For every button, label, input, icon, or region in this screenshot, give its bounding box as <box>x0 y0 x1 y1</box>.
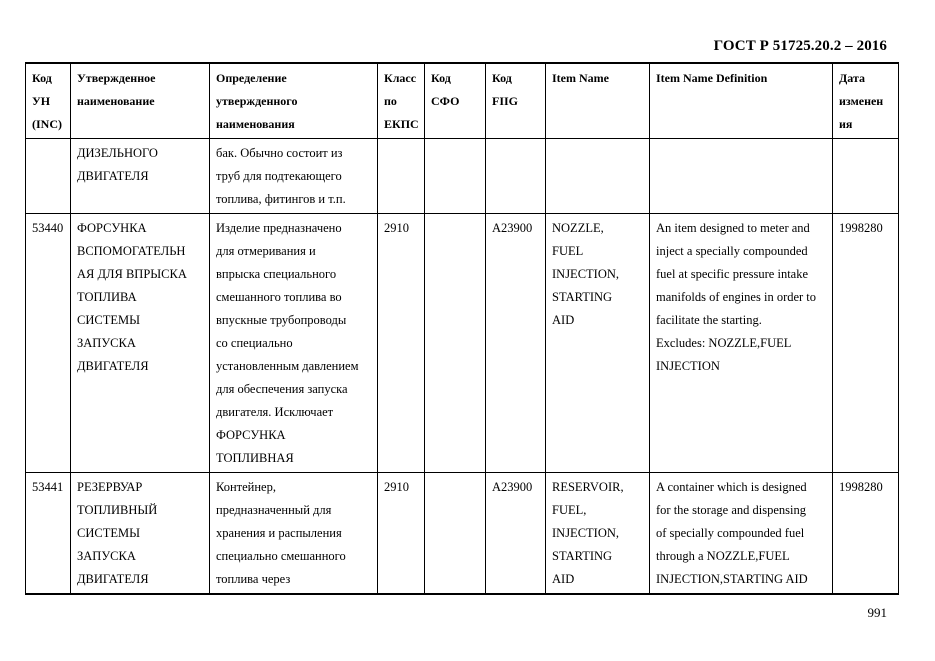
column-header: Код СФО <box>425 63 486 139</box>
cell-fiig <box>486 139 546 214</box>
table-header-row <box>26 63 899 139</box>
cell-date: 1998280 <box>833 473 899 595</box>
cell-sfo <box>425 139 486 214</box>
cell-date <box>833 139 899 214</box>
cell-item-name <box>546 139 650 214</box>
cell-inc <box>26 139 71 214</box>
cell-definition: Контейнер, предназначенный для хранения и распыления специально смешанного топлива через <box>210 473 378 595</box>
column-header: Класс по ЕКПС <box>378 63 425 139</box>
cell-inc: 53441 <box>26 473 71 595</box>
column-header: Дата изменен ия <box>833 63 899 139</box>
cell-ekps: 2910 <box>378 214 425 473</box>
document-standard-header: ГОСТ Р 51725.20.2 – 2016 <box>713 38 887 54</box>
cell-name: ДИЗЕЛЬНОГО ДВИГАТЕЛЯ <box>71 139 210 214</box>
column-header: Определение утвержденного наименования <box>210 63 378 139</box>
cell-item-definition: An item designed to meter and inject a specially compounded fuel at specific pressure intake manifolds of engines in order to facilitate the starting. Excludes: NOZZLE,FUEL INJECTION <box>650 214 833 473</box>
cell-sfo <box>425 473 486 595</box>
cell-item-name: RESERVOIR, FUEL, INJECTION, STARTING AID <box>546 473 650 595</box>
column-header: Код УН (INC) <box>26 63 71 139</box>
cell-name: РЕЗЕРВУАР ТОПЛИВНЫЙ СИСТЕМЫ ЗАПУСКА ДВИГАТЕЛЯ <box>71 473 210 595</box>
cell-definition: Изделие предназначено для отмеривания и впрыска специального смешанного топлива во впускные трубопроводы со специально установленным давлением для обеспечения запуска двигателя. Исключает ФОРСУНКА ТОПЛИВНАЯ <box>210 214 378 473</box>
cell-fiig: A23900 <box>486 473 546 595</box>
column-header: Код FIIG <box>486 63 546 139</box>
cell-name: ФОРСУНКА ВСПОМОГАТЕЛЬН АЯ ДЛЯ ВПРЫСКА ТОПЛИВА СИСТЕМЫ ЗАПУСКА ДВИГАТЕЛЯ <box>71 214 210 473</box>
cell-date: 1998280 <box>833 214 899 473</box>
page-number: 991 <box>867 605 887 620</box>
cell-ekps <box>378 139 425 214</box>
table-row <box>26 214 899 473</box>
cell-item-definition: A container which is designed for the storage and dispensing of specially compounded fuel through a NOZZLE,FUEL INJECTION,STARTING AID <box>650 473 833 595</box>
cell-sfo <box>425 214 486 473</box>
cell-item-name: NOZZLE, FUEL INJECTION, STARTING AID <box>546 214 650 473</box>
column-header: Утвержденное наименование <box>71 63 210 139</box>
cell-fiig: A23900 <box>486 214 546 473</box>
column-header: Item Name <box>546 63 650 139</box>
cell-ekps: 2910 <box>378 473 425 595</box>
cell-inc: 53440 <box>26 214 71 473</box>
cell-definition: бак. Обычно состоит из труб для подтекающего топлива, фитингов и т.п. <box>210 139 378 214</box>
catalog-table <box>25 62 899 595</box>
column-header: Item Name Definition <box>650 63 833 139</box>
table-row <box>26 139 899 214</box>
cell-item-definition <box>650 139 833 214</box>
table-row <box>26 473 899 595</box>
